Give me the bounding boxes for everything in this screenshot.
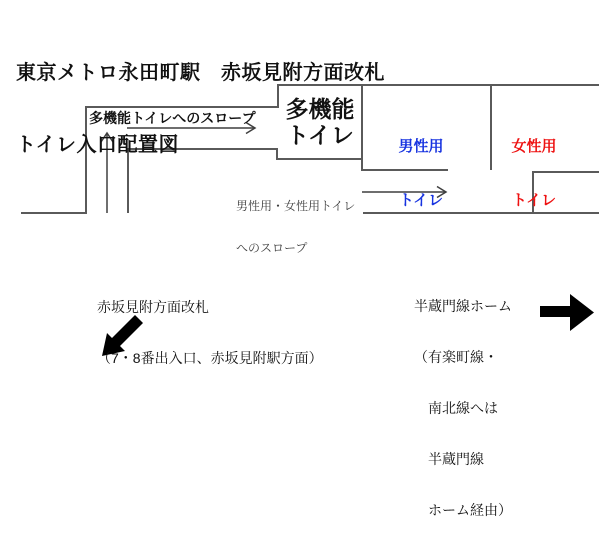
gate-note-line-2: （7・8番出入口、赤坂見附駅方面） (97, 350, 323, 366)
mens-toilet-room (396, 102, 446, 246)
platform-east-arrow-icon (540, 294, 594, 331)
ramp-to-multifunction-label: 多機能トイレへのスロープ (89, 110, 256, 126)
ramp-to-mens-womens-line-2: へのスロープ (236, 241, 308, 255)
mens-toilet-label-line-2: トイレ (398, 192, 444, 209)
platform-note-line-4: 半蔵門線 (414, 451, 484, 467)
womens-toilet-label-line-1: 女性用 (511, 138, 557, 155)
womens-toilet-room (509, 102, 559, 246)
multifunction-toilet-label-line-2: トイレ (286, 122, 354, 148)
multifunction-toilet-label-line-1: 多機能 (285, 96, 355, 122)
title-line-2: トイレ入口配置図 (16, 134, 179, 156)
platform-note-line-3: 南北線へは (414, 400, 498, 416)
platform-note-line-5: ホーム経由） (414, 502, 512, 518)
title-line-1: 東京メトロ永田町駅 赤坂見附方面改札 (16, 62, 385, 84)
gate-note-line-1: 赤坂見附方面改札 (97, 299, 209, 315)
platform-note-line-1: 半蔵門線ホーム (414, 298, 512, 314)
ramp-to-mens-womens-line-1: 男性用・女性用トイレ (236, 199, 356, 213)
mens-toilet-label-line-1: 男性用 (398, 138, 444, 155)
gate-destination-note (97, 265, 323, 401)
multifunction-toilet-room (278, 85, 362, 159)
platform-destination-note (414, 264, 512, 553)
womens-toilet-label-line-2: トイレ (511, 192, 557, 209)
platform-note-line-2: （有楽町線・ (414, 349, 498, 365)
